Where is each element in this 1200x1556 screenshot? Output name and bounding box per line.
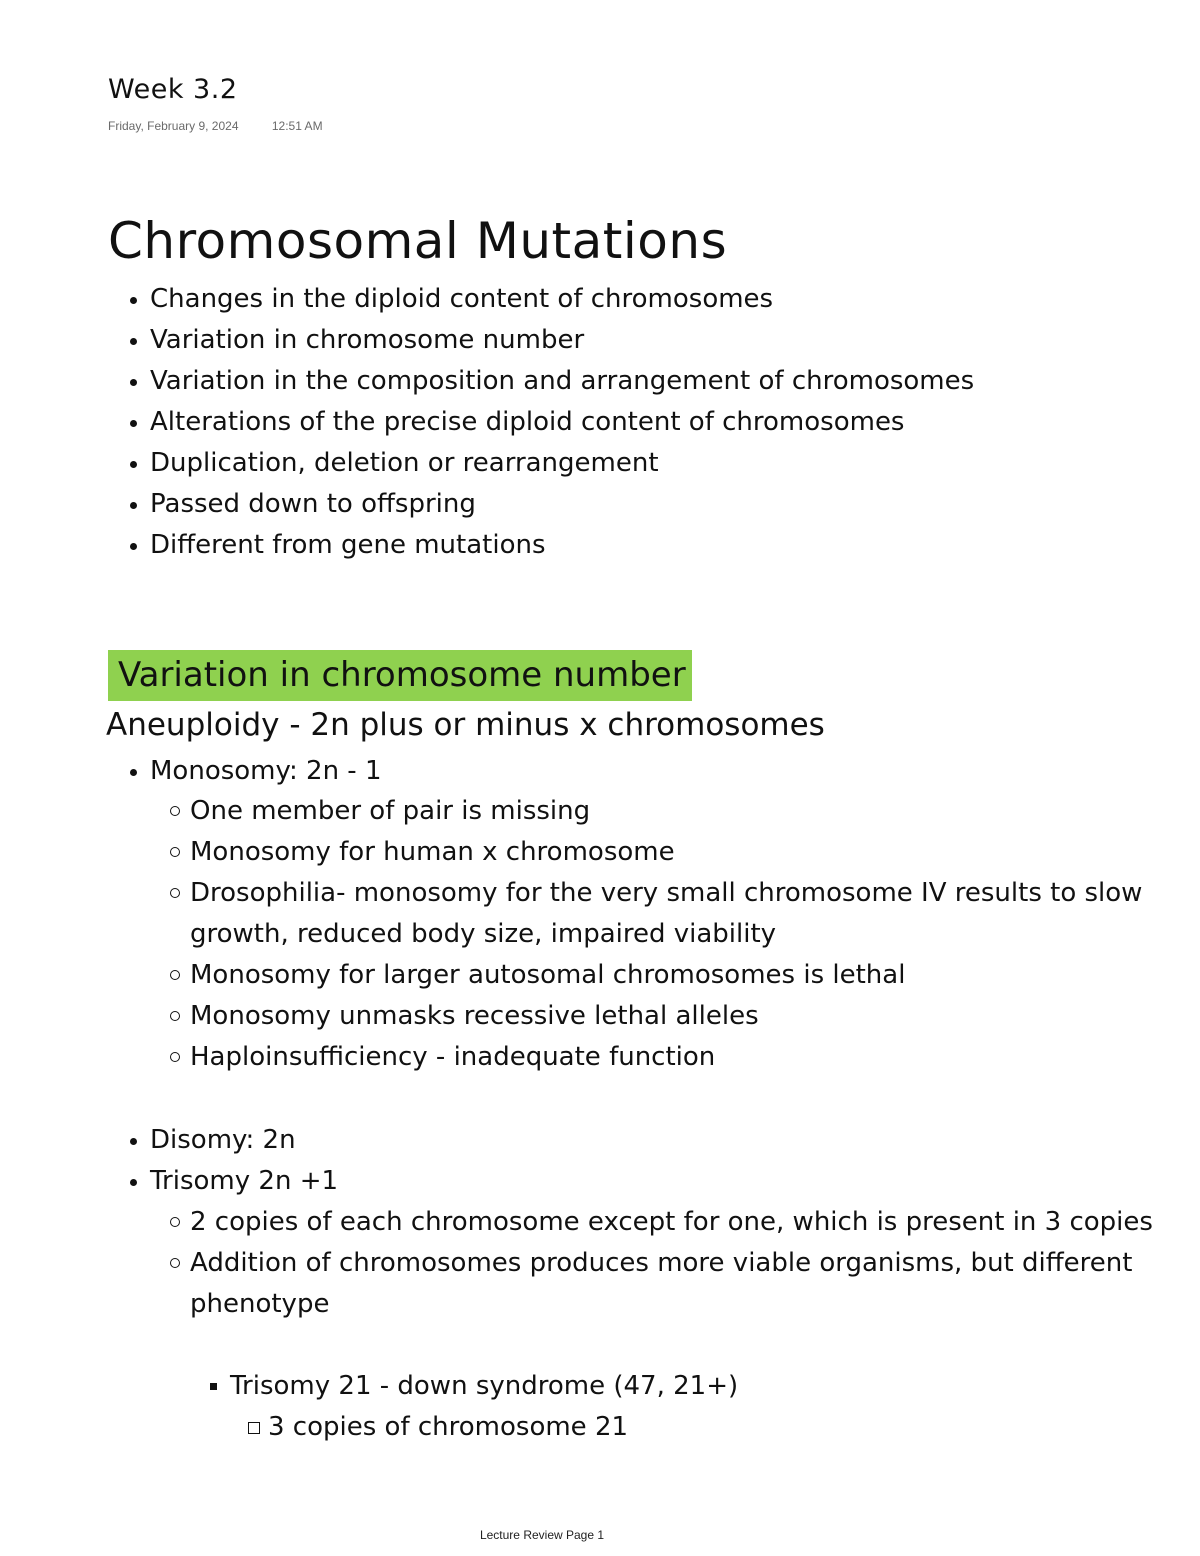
trisomy-21-item: Trisomy 21 - down syndrome (47, 21+) — [188, 1366, 1188, 1407]
disomy-label: Disomy: 2n — [108, 1120, 1198, 1161]
monosomy-list — [108, 751, 1198, 792]
list-item: Passed down to offspring — [108, 484, 974, 525]
list-item: 2 copies of each chromosome except for one, which is present in 3 copies — [148, 1202, 1188, 1243]
trisomy-detail-list — [226, 1407, 1186, 1448]
list-item: Alterations of the precise diploid content of chromosomes — [108, 402, 974, 443]
section-heading-highlighted: Variation in chromosome number — [108, 650, 692, 701]
trisomy-example-list — [188, 1366, 1188, 1407]
list-item: Addition of chromosomes produces more viable organisms, but different phenotype — [148, 1243, 1188, 1325]
list-item: One member of pair is missing — [148, 791, 1198, 832]
aneuploidy-subheading: Aneuploidy - 2n plus or minus x chromosomes — [106, 707, 825, 743]
trisomy-sublist — [148, 1202, 1188, 1325]
disomy-trisomy-list — [108, 1120, 1198, 1202]
list-item: Haploinsufficiency - inadequate function — [148, 1037, 1198, 1078]
trisomy-label: Trisomy 2n +1 — [108, 1161, 1198, 1202]
list-item: Different from gene mutations — [108, 525, 974, 566]
page-date: Friday, February 9, 2024 — [108, 119, 239, 133]
list-item: Duplication, deletion or rearrangement — [108, 443, 974, 484]
list-item: Drosophilia- monosomy for the very small chromosome IV results to slow growth, reduced body size, impaired viability — [148, 873, 1198, 955]
main-heading: Chromosomal Mutations — [108, 212, 728, 270]
page-title: Week 3.2 — [108, 74, 238, 105]
list-item: Monosomy unmasks recessive lethal alleles — [148, 996, 1198, 1037]
list-item: Monosomy for human x chromosome — [148, 832, 1198, 873]
monosomy-sublist — [148, 791, 1198, 1078]
page-timestamp — [108, 119, 323, 133]
monosomy-label: Monosomy: 2n - 1 — [108, 751, 1198, 792]
page-footer: Lecture Review Page 1 — [479, 1528, 605, 1542]
page-time: 12:51 AM — [271, 119, 323, 133]
list-item: Changes in the diploid content of chromosomes — [108, 279, 974, 320]
list-item: Variation in chromosome number — [108, 320, 974, 361]
list-item: Variation in the composition and arrangement of chromosomes — [108, 361, 974, 402]
trisomy-21-detail: 3 copies of chromosome 21 — [226, 1407, 1186, 1448]
main-bullet-list — [108, 279, 974, 566]
list-item: Monosomy for larger autosomal chromosomes is lethal — [148, 955, 1198, 996]
